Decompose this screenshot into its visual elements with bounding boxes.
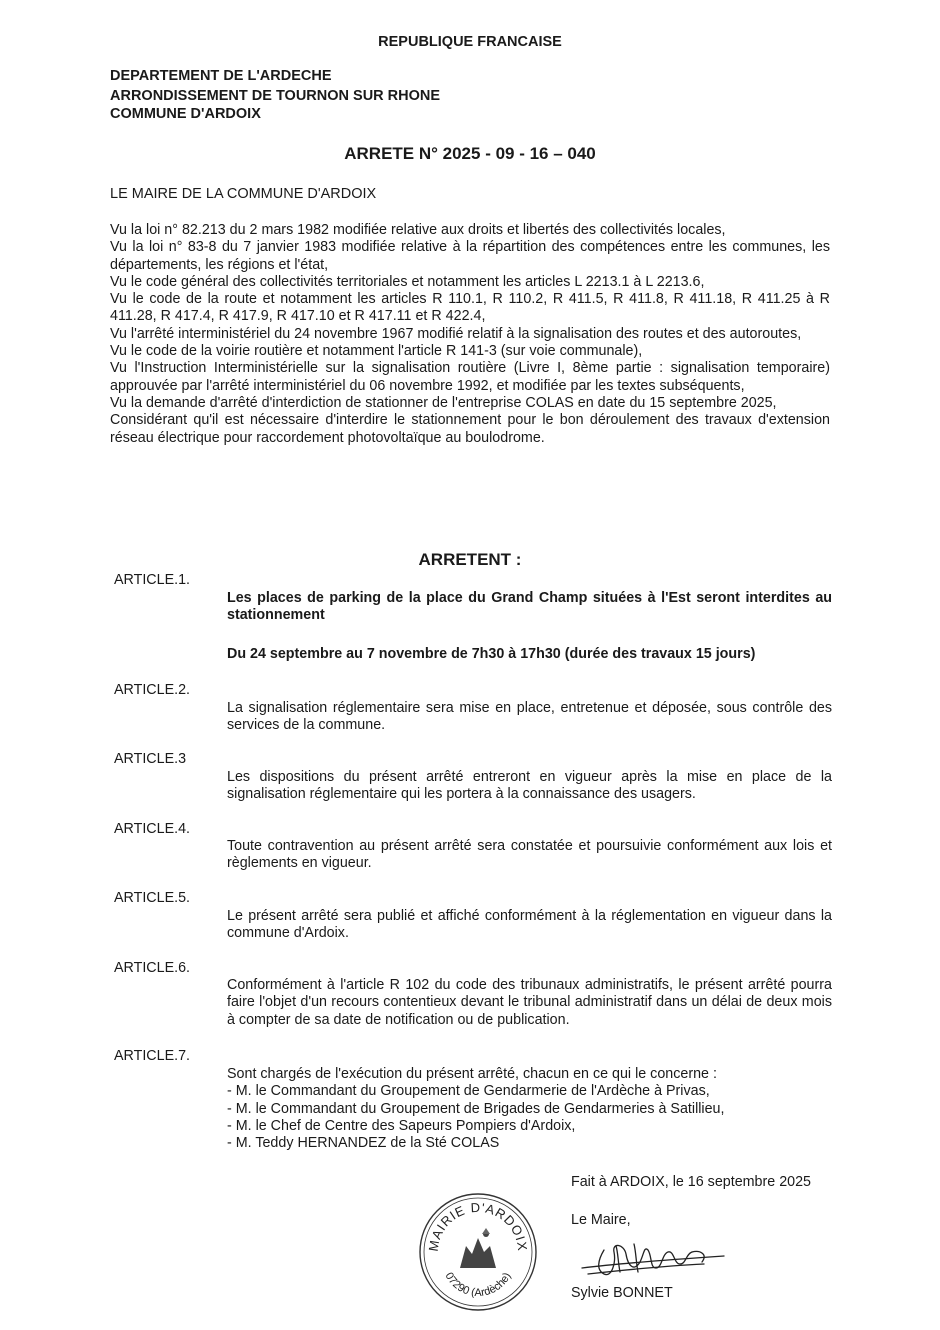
- article-text: Les dispositions du présent arrêté entreront en vigueur après la mise en place de la signalisation réglementaire qui les portera à la connaissance des usagers.: [227, 769, 832, 803]
- list-item: - M. le Chef de Centre des Sapeurs Pompiers d'Ardoix,: [227, 1117, 576, 1134]
- stamp-top-text: MAIRIE D'ARDOIX: [425, 1199, 531, 1253]
- article-text: Toute contravention au présent arrêté sera constatée et poursuivie conformément aux lois et règlements en vigueur.: [227, 838, 832, 872]
- article-text: Les places de parking de la place du Grand Champ situées à l'Est seront interdites au stationnement: [227, 590, 832, 624]
- commune-line: COMMUNE D'ARDOIX: [110, 106, 261, 122]
- consideration: Vu la loi n° 83-8 du 7 janvier 1983 modifiée relative à la répartition des compétences entre les communes, les départements, les régions et l'état,: [110, 239, 830, 273]
- consideration: Vu le code de la route et notamment les articles R 110.1, R 110.2, R 411.5, R 411.8, R 411.18, R 411.25 à R 411.28, R 417.4, R 417.9, R 417.10 et R 417.11 et R 422.4,: [110, 291, 830, 325]
- republic-heading: REPUBLIQUE FRANCAISE: [378, 34, 562, 50]
- consideration: Vu l'arrêté interministériel du 24 novembre 1967 modifié relatif à la signalisation des routes et des autoroutes,: [110, 325, 802, 342]
- stamp-bottom-text: 07290 (Ardèche): [442, 1270, 514, 1300]
- article-text-block: [227, 1066, 832, 1152]
- article-label: ARTICLE.4.: [114, 821, 191, 837]
- arretent-heading: ARRETENT :: [418, 550, 522, 569]
- list-item: - M. Teddy HERNANDEZ de la Sté COLAS: [227, 1135, 500, 1152]
- signature-icon: [574, 1232, 734, 1288]
- article-text: Sont chargés de l'exécution du présent arrêté, chacun en ce qui le concerne :: [227, 1066, 717, 1082]
- mairie-stamp-icon: [416, 1190, 540, 1314]
- mayor-name: Sylvie BONNET: [571, 1285, 673, 1301]
- decree-title: ARRETE N° 2025 - 09 - 16 – 040: [344, 144, 596, 163]
- mayor-role: Le Maire,: [571, 1212, 631, 1228]
- consideration: Vu la demande d'arrêté d'interdiction de stationner de l'entreprise COLAS en date du 15 septembre 2025,: [110, 394, 777, 411]
- consideration: Vu l'Instruction Interministérielle sur la signalisation routière (Livre I, 8ème partie : signalisation temporaire) approuvée par l'arrêté interministériel du 06 novembre 1992, et modifiée par les textes subséquents,: [110, 360, 830, 394]
- department-line: DEPARTEMENT DE L'ARDECHE: [110, 68, 332, 84]
- article-label: ARTICLE.7.: [114, 1048, 191, 1064]
- considerations-block: [110, 222, 830, 447]
- consideration: Considérant qu'il est nécessaire d'interdire le stationnement pour le bon déroulement des travaux d'extension réseau électrique pour raccordement photovoltaïque au boulodrome.: [110, 412, 830, 446]
- article-text: Le présent arrêté sera publié et affiché conformément à la réglementation en vigueur dans la commune d'Ardoix.: [227, 908, 832, 942]
- place-date: Fait à ARDOIX, le 16 septembre 2025: [571, 1174, 811, 1190]
- article-label: ARTICLE.6.: [114, 960, 191, 976]
- article-label: ARTICLE.5.: [114, 890, 191, 906]
- article-label: ARTICLE.3: [114, 751, 187, 767]
- article-text: La signalisation réglementaire sera mise en place, entretenue et déposée, sous contrôle des services de la commune.: [227, 700, 832, 734]
- article-text: Conformément à l'article R 102 du code des tribunaux administratifs, le présent arrêté pourra faire l'objet d'un recours contentieux devant le tribunal administratif dans un délai de deux mois à compter de sa date de notification ou de publication.: [227, 977, 832, 1028]
- consideration: Vu le code de la voirie routière et notamment l'article R 141-3 (sur voie communale),: [110, 343, 643, 360]
- svg-text:07290 (Ardèche): [443, 1271, 514, 1299]
- arrondissement-line: ARRONDISSEMENT DE TOURNON SUR RHONE: [110, 88, 441, 104]
- list-item: - M. le Commandant du Groupement de Brigades de Gendarmeries à Satillieu,: [227, 1100, 725, 1117]
- consideration: Vu la loi n° 82.213 du 2 mars 1982 modifiée relative aux droits et libertés des collectivités locales,: [110, 222, 726, 238]
- consideration: Vu le code général des collectivités territoriales et notamment les articles L 2213.1 à L 2213.6,: [110, 273, 705, 290]
- article-dates: Du 24 septembre au 7 novembre de 7h30 à 17h30 (durée des travaux 15 jours): [227, 646, 756, 662]
- list-item: - M. le Commandant du Groupement de Gendarmerie de l'Ardèche à Privas,: [227, 1083, 710, 1100]
- article-label: ARTICLE.2.: [114, 682, 191, 698]
- article-label: ARTICLE.1.: [114, 572, 191, 588]
- mayor-line: LE MAIRE DE LA COMMUNE D'ARDOIX: [110, 186, 377, 202]
